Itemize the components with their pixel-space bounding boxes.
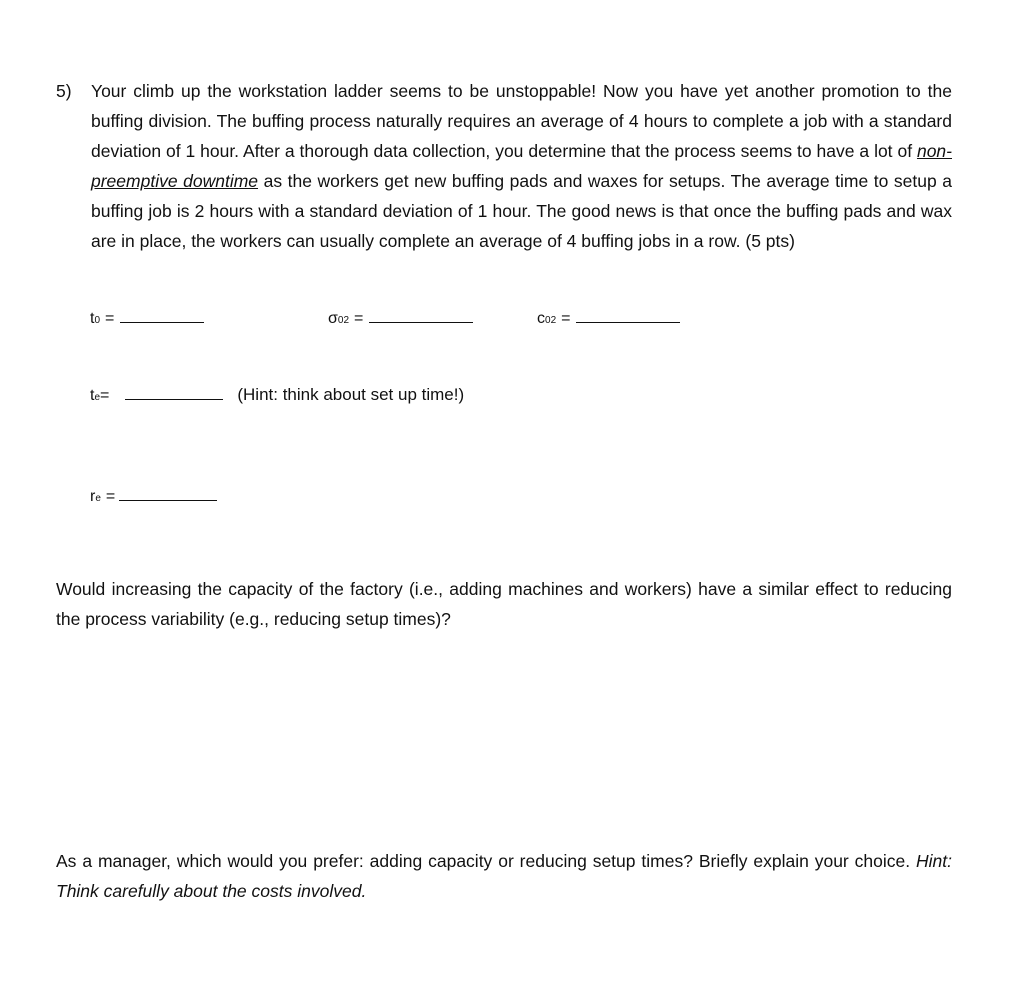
c0-answer-blank[interactable] xyxy=(576,306,680,323)
manager-hint: Hint: Think carefully about the costs involved. xyxy=(56,851,952,901)
sigma0-squared-field: σ 0 2 = xyxy=(328,306,473,328)
problem-5 xyxy=(56,76,952,256)
t0-field: t 0 = xyxy=(90,306,204,328)
te-answer-blank[interactable] xyxy=(125,383,223,400)
question-manager: As a manager, which would you prefer: adding capacity or reducing setup times? Briefly explain your choice. Hint: Think carefully about the costs involved. xyxy=(56,851,952,901)
re-answer-blank[interactable] xyxy=(119,484,217,501)
problem-text: Your climb up the workstation ladder seems to be unstoppable! Now you have yet another promotion to the buffing division. The buffing process naturally requires an average of 4 hours to complete a job with a standard deviation of 1 hour. After a thorough data collection, you determine that the process seems to have a lot of non-preemptive downtime as the workers get new buffing pads and waxes for setups. The average time to setup a buffing job is 2 hours with a standard deviation of 1 hour. The good news is that once the buffing pads and wax are in place, the workers can usually complete an average of 4 buffing jobs in a row. (5 pts) xyxy=(91,81,953,251)
question-capacity: Would increasing the capacity of the factory (i.e., adding machines and workers) have a similar effect to reducing the process variability (e.g., reducing setup times)? xyxy=(56,579,952,629)
problem-number: 5) xyxy=(56,81,72,101)
t0-answer-blank[interactable] xyxy=(120,306,204,323)
emphasized-term: non-preemptive downtime xyxy=(91,141,952,191)
c0-squared-field: c 0 2 = xyxy=(537,306,680,328)
te-field: t e = (Hint: think about set up time!) xyxy=(90,385,465,404)
sigma0-answer-blank[interactable] xyxy=(369,306,473,323)
te-hint: (Hint: think about set up time!) xyxy=(237,385,465,404)
re-field: r e = xyxy=(90,484,217,506)
